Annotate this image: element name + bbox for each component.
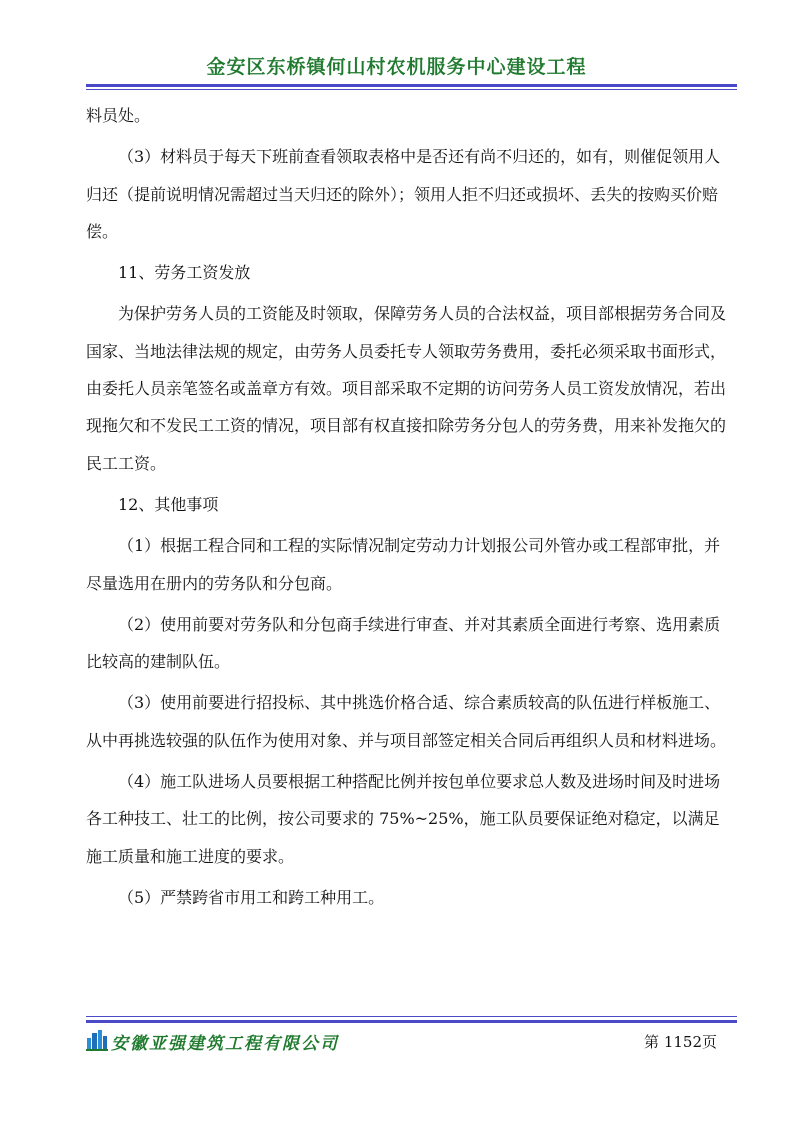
paragraph-item-3-materials: （3）材料员于每天下班前查看领取表格中是否还有尚不归还的，如有，则催促领用人归还（提前说明情况需超过当天归还的除外）；领用人拒不归还或损坏、丢失的按购买价赔偿。	[86, 147, 721, 241]
paragraph-item-4: （4）施工队进场人员要根据工种搭配比例并按包单位要求总人数及进场时间及时进场各工种技工、壮工的比例，按公司要求的 75%~25%，施工队员要保证绝对稳定，以满足施工质量和施工进度的要求。	[86, 772, 721, 866]
paragraph-item-1: （1）根据工程合同和工程的实际情况制定劳动力计划报公司外管办或工程部审批，并尽量选用在册内的劳务队和分包商。	[86, 536, 721, 593]
header-rule-thin	[86, 89, 737, 90]
footer-rule-thick	[86, 1020, 737, 1023]
footer-rule-thin	[86, 1016, 737, 1017]
document-body	[86, 97, 726, 916]
paragraph-wage-payment: 为保护劳务人员的工资能及时领取，保障劳务人员的合法权益，项目部根据劳务合同及国家、当地法律法规的规定，由劳务人员委托专人领取劳务费用，委托必须采取书面形式，由委托人员亲笔签名或盖章方有效。项目部采取不定期的访问劳务人员工资发放情况，若出现拖欠和不发民工工资的情况，项目部有权直接扣除劳务分包人的劳务费，用来补发拖欠的民工工资。	[86, 304, 727, 473]
footer-company-name: 安徽亚强建筑工程有限公司	[111, 1034, 339, 1054]
header-rule-thick	[86, 84, 737, 87]
paragraph-item-5: （5）严禁跨省市用工和跨工种用工。	[118, 887, 385, 907]
paragraph-item-3: （3）使用前要进行招投标、其中挑选价格合适、综合素质较高的队伍进行样板施工、从中再挑选较强的队伍作为使用对象、并与项目部签定相关合同后再组织人员和材料进场。	[86, 693, 727, 750]
paragraph-continuation: 料员处。	[86, 106, 151, 125]
section-heading-12: 12、其他事项	[118, 494, 219, 514]
page-number: 第 1152页	[644, 1033, 717, 1051]
building-logo-icon	[86, 1029, 108, 1051]
paragraph-item-2: （2）使用前要对劳务队和分包商手续进行审查、并对其素质全面进行考察、选用素质比较高的建制队伍。	[86, 614, 721, 672]
page-title: 金安区东桥镇何山村农机服务中心建设工程	[206, 56, 587, 78]
section-heading-11: 11、劳务工资发放	[118, 263, 251, 283]
